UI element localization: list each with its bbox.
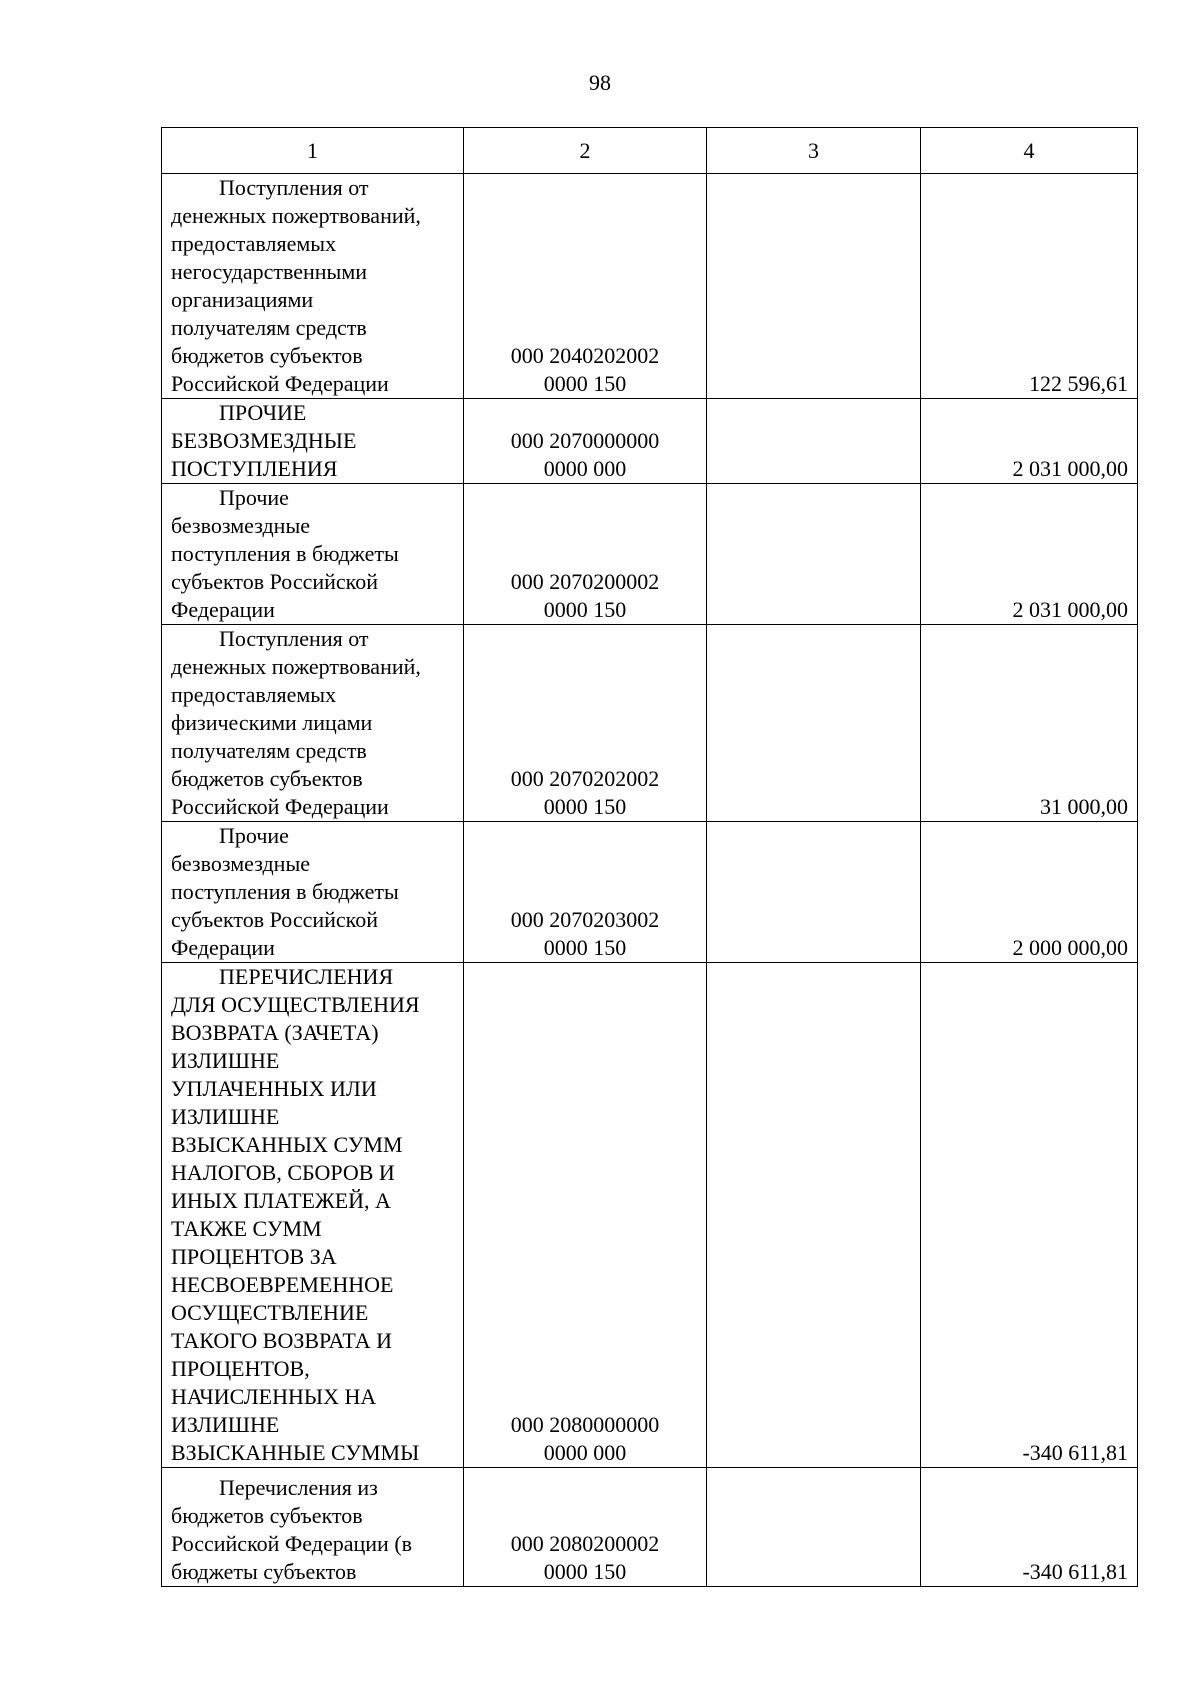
- amount-cell: 2 000 000,00: [921, 822, 1138, 963]
- table-row: [162, 174, 1138, 399]
- table-row: [162, 822, 1138, 963]
- column-3-cell: [707, 963, 921, 1468]
- revenue-name-cell: [162, 399, 464, 484]
- column-3-cell: [707, 484, 921, 625]
- revenue-name: Поступления от денежных пожертвований, предоставляемых негосударственными организациями получателям средств бюджетов субъектов Российской Федерации: [171, 175, 421, 396]
- column-header-2: 2: [464, 128, 707, 174]
- budget-code-cell: 000 2070000000 0000 000: [464, 399, 707, 484]
- column-3-cell: [707, 625, 921, 822]
- amount-cell: 2 031 000,00: [921, 484, 1138, 625]
- column-header-1: 1: [162, 128, 464, 174]
- table-row: [162, 625, 1138, 822]
- revenue-name: Перечисления из бюджетов субъектов Российской Федерации (в бюджеты субъектов: [171, 1475, 413, 1584]
- amount-cell: 122 596,61: [921, 174, 1138, 399]
- column-3-cell: [707, 174, 921, 399]
- amount-cell: 31 000,00: [921, 625, 1138, 822]
- budget-code-cell: 000 2040202002 0000 150: [464, 174, 707, 399]
- revenue-name-cell: [162, 625, 464, 822]
- revenue-name-cell: [162, 1468, 464, 1587]
- revenue-name: ПРОЧИЕ БЕЗВОЗМЕЗДНЫЕ ПОСТУПЛЕНИЯ: [171, 400, 357, 481]
- revenue-name-cell: [162, 174, 464, 399]
- budget-code-cell: 000 2080000000 0000 000: [464, 963, 707, 1468]
- column-3-cell: [707, 1468, 921, 1587]
- revenue-name: Прочие безвозмездные поступления в бюджеты субъектов Российской Федерации: [171, 823, 399, 960]
- budget-code-cell: 000 2070202002 0000 150: [464, 625, 707, 822]
- column-header-3: 3: [707, 128, 921, 174]
- table-row: [162, 484, 1138, 625]
- revenue-name: Поступления от денежных пожертвований, предоставляемых физическими лицами получателям средств бюджетов субъектов Российской Федерации: [171, 626, 421, 819]
- table-row: [162, 1468, 1138, 1587]
- revenue-name-cell: [162, 484, 464, 625]
- table-header-row: [162, 128, 1138, 174]
- column-header-4: 4: [921, 128, 1138, 174]
- column-3-cell: [707, 822, 921, 963]
- budget-code-cell: 000 2070203002 0000 150: [464, 822, 707, 963]
- revenue-name: Прочие безвозмездные поступления в бюджеты субъектов Российской Федерации: [171, 485, 399, 622]
- column-3-cell: [707, 399, 921, 484]
- table-row: [162, 963, 1138, 1468]
- budget-code-cell: 000 2070200002 0000 150: [464, 484, 707, 625]
- amount-cell: -340 611,81: [921, 1468, 1138, 1587]
- revenue-name-cell: [162, 822, 464, 963]
- table-row: [162, 399, 1138, 484]
- budget-code-cell: 000 2080200002 0000 150: [464, 1468, 707, 1587]
- amount-cell: 2 031 000,00: [921, 399, 1138, 484]
- budget-revenue-table: [161, 127, 1138, 1587]
- page-number: 98: [589, 70, 611, 95]
- revenue-name: ПЕРЕЧИСЛЕНИЯ ДЛЯ ОСУЩЕСТВЛЕНИЯ ВОЗВРАТА (ЗАЧЕТА) ИЗЛИШНЕ УПЛАЧЕННЫХ ИЛИ ИЗЛИШНЕ ВЗЫСКАННЫХ СУММ НАЛОГОВ, СБОРОВ И ИНЫХ ПЛАТЕЖЕЙ, А ТАКЖЕ СУММ ПРОЦЕНТОВ ЗА НЕСВОЕВРЕМЕННОЕ ОСУЩЕСТВЛЕНИЕ ТАКОГО ВОЗВРАТА И ПРОЦЕНТОВ, НАЧИСЛЕННЫХ НА ИЗЛИШНЕ ВЗЫСКАННЫЕ СУММЫ: [171, 964, 420, 1465]
- revenue-name-cell: [162, 963, 464, 1468]
- amount-cell: -340 611,81: [921, 963, 1138, 1468]
